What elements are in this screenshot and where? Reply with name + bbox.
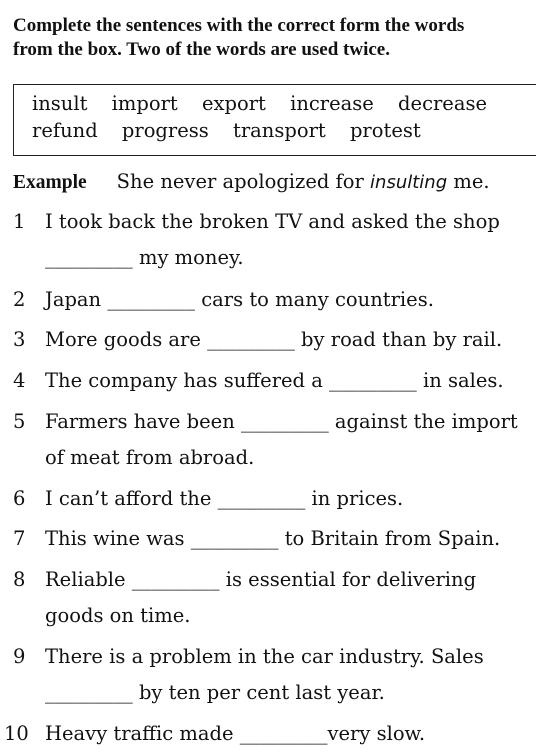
instructions-line-1: Complete the sentences with the correct form the words bbox=[13, 15, 465, 36]
example-answer: insulting bbox=[370, 172, 448, 193]
item-sentence-line-1: The company has suffered a _________ in sales. bbox=[45, 369, 504, 392]
word-import: import bbox=[111, 92, 178, 115]
example-sentence bbox=[13, 170, 490, 194]
instructions-line-2: from the box. Two of the words are used twice. bbox=[13, 39, 390, 60]
example-text-before: She never apologized for bbox=[116, 170, 371, 193]
item-number: 1 bbox=[13, 210, 26, 233]
example-label: Example bbox=[13, 172, 87, 193]
word-progress: progress bbox=[121, 119, 209, 142]
item-sentence-line-2: _________ by ten per cent last year. bbox=[45, 681, 385, 704]
word-box bbox=[13, 84, 536, 156]
word-refund: refund bbox=[32, 119, 98, 142]
item-sentence-line-2: _________ my money. bbox=[45, 246, 244, 269]
item-sentence-line-2: of meat from abroad. bbox=[45, 446, 255, 469]
instructions bbox=[13, 14, 533, 62]
item-number: 7 bbox=[13, 527, 26, 550]
word-box-row-1 bbox=[32, 92, 505, 115]
word-protest: protest bbox=[349, 119, 421, 142]
item-number: 4 bbox=[13, 369, 26, 392]
word-box-row-2 bbox=[32, 119, 439, 142]
item-sentence-line-1: I can’t afford the _________ in prices. bbox=[45, 487, 404, 510]
example-text-after: me. bbox=[447, 170, 490, 193]
item-number: 9 bbox=[13, 645, 26, 668]
item-sentence-line-1: I took back the broken TV and asked the shop bbox=[45, 210, 500, 233]
item-number: 2 bbox=[13, 288, 26, 311]
item-number: 3 bbox=[13, 328, 26, 351]
item-sentence-line-1: Reliable _________ is essential for delivering bbox=[45, 568, 477, 591]
item-sentence-line-1: Heavy traffic made _________very slow. bbox=[45, 722, 426, 745]
item-sentence-line-1: Japan _________ cars to many countries. bbox=[45, 288, 434, 311]
item-sentence-line-1: More goods are _________ by road than by rail. bbox=[45, 328, 503, 351]
word-export: export bbox=[201, 92, 266, 115]
item-sentence-line-1: Farmers have been _________ against the import bbox=[45, 410, 518, 433]
item-sentence-line-1: This wine was _________ to Britain from Spain. bbox=[45, 527, 501, 550]
word-insult: insult bbox=[32, 92, 88, 115]
word-transport: transport bbox=[233, 119, 326, 142]
item-number: 5 bbox=[13, 410, 26, 433]
item-number: 8 bbox=[13, 568, 26, 591]
word-increase: increase bbox=[290, 92, 374, 115]
item-number: 10 bbox=[4, 722, 29, 745]
item-sentence-line-2: goods on time. bbox=[45, 604, 191, 627]
word-decrease: decrease bbox=[398, 92, 488, 115]
item-number: 6 bbox=[13, 487, 26, 510]
item-sentence-line-1: There is a problem in the car industry. Sales bbox=[45, 645, 484, 668]
